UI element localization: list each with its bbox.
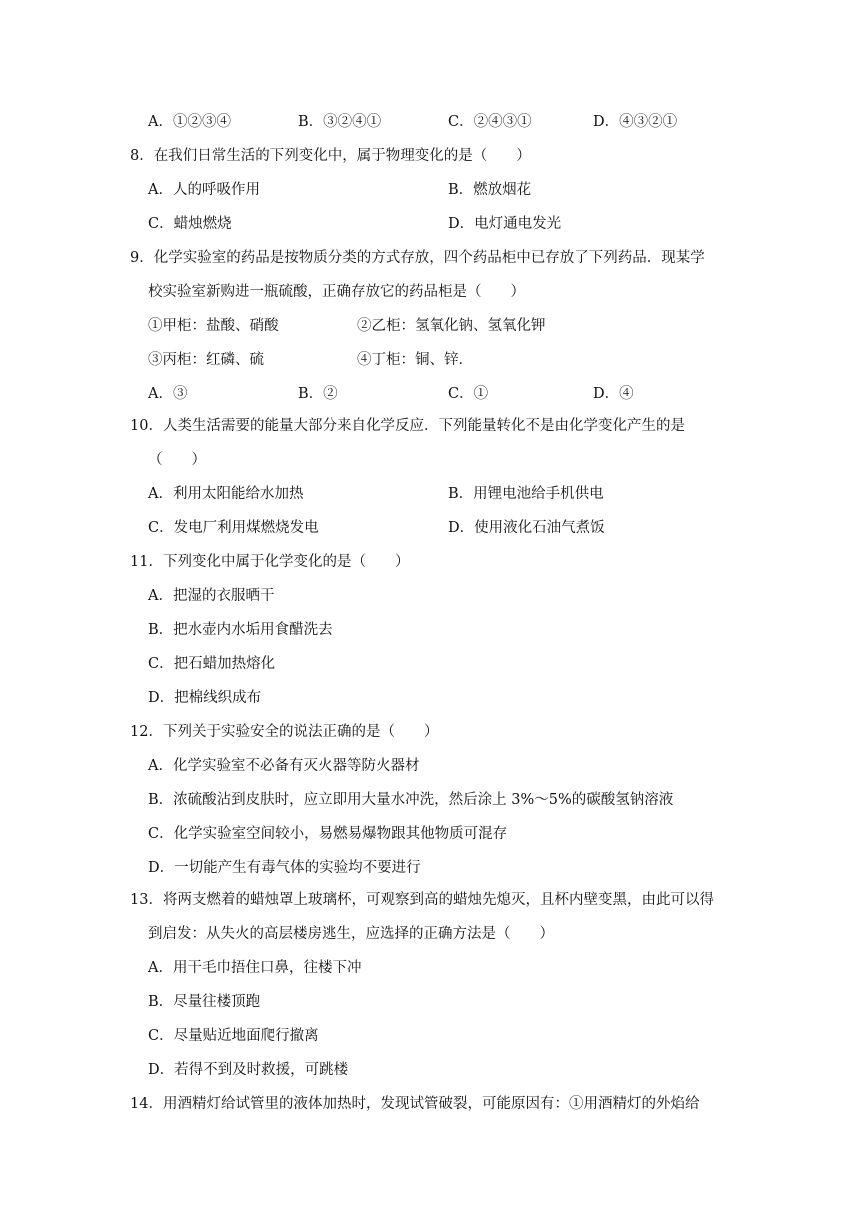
q11-option-d: D．把棉线织成布 (148, 690, 262, 706)
q9-cabinet-4: ④丁柜：铜、锌． (357, 352, 473, 368)
q13-stem-line1: 13．将两支燃着的蜡烛罩上玻璃杯，可观察到高的蜡烛先熄灭，且杯内壁变黑，由此可以得 (130, 892, 714, 908)
q10-option-d: D．使用液化石油气煮饭 (448, 520, 605, 536)
q12-option-c: C．化学实验室空间较小，易燃易爆物跟其他物质可混存 (148, 826, 508, 842)
q10-stem-line2: （ ） (148, 452, 206, 468)
q13-option-d: D．若得不到及时救援，可跳楼 (148, 1062, 349, 1078)
q8-option-d: D．电灯通电发光 (448, 216, 562, 232)
q13-stem-line2: 到启发：从失火的高层楼房逃生，应选择的正确方法是（ ） (148, 926, 554, 942)
q12-option-d: D．一切能产生有毒气体的实验均不要进行 (148, 860, 421, 876)
q13-option-a: A．用干毛巾捂住口鼻，往楼下冲 (148, 960, 362, 976)
q10-option-a: A．利用太阳能给水加热 (148, 486, 304, 502)
q9-stem-line1: 9．化学实验室的药品是按物质分类的方式存放，四个药品柜中已存放了下列药品．现某学 (130, 250, 705, 266)
q10-stem-line1: 10．人类生活需要的能量大部分来自化学反应．下列能量转化不是由化学变化产生的是 (130, 418, 685, 434)
q9-option-d: D．④ (593, 386, 634, 402)
q10-option-c: C．发电厂利用煤燃烧发电 (148, 520, 319, 536)
q8-option-c: C．蜡烛燃烧 (148, 216, 232, 232)
q13-option-b: B．尽量往楼顶跑 (148, 994, 261, 1010)
q11-option-a: A．把湿的衣服晒干 (148, 588, 275, 604)
q9-cabinet-1: ①甲柜：盐酸、硝酸 (148, 318, 279, 334)
q12-stem: 12．下列关于实验安全的说法正确的是（ ） (130, 724, 439, 740)
q7-option-d: D．④③②① (593, 114, 678, 130)
q9-option-a: A．③ (148, 386, 188, 402)
q14-stem-line1: 14．用酒精灯给试管里的液体加热时，发现试管破裂，可能原因有：①用酒精灯的外焰给 (130, 1096, 700, 1112)
q10-option-b: B．用锂电池给手机供电 (448, 486, 604, 502)
q7-option-b: B．③②④① (298, 114, 382, 130)
q7-option-a: A．①②③④ (148, 114, 231, 130)
q9-cabinet-2: ②乙柜：氢氧化钠、氢氧化钾 (357, 318, 546, 334)
q9-stem-line2: 校实验室新购进一瓶硫酸，正确存放它的药品柜是（ ） (148, 284, 525, 300)
q12-option-b: B．浓硫酸沾到皮肤时，应立即用大量水冲洗，然后涂上 3%～5%的碳酸氢钠溶液 (148, 792, 674, 808)
q9-option-c: C．① (448, 386, 489, 402)
q11-stem: 11．下列变化中属于化学变化的是（ ） (130, 554, 410, 570)
q7-option-c: C．②④③① (448, 114, 532, 130)
q9-cabinet-3: ③丙柜：红磷、硫 (148, 352, 264, 368)
q11-option-b: B．把水壶内水垢用食醋洗去 (148, 622, 333, 638)
q8-option-b: B．燃放烟花 (448, 182, 532, 198)
q13-option-c: C．尽量贴近地面爬行撤离 (148, 1028, 319, 1044)
q9-option-b: B．② (298, 386, 338, 402)
q12-option-a: A．化学实验室不必备有灭火器等防火器材 (148, 758, 420, 774)
q8-option-a: A．人的呼吸作用 (148, 182, 260, 198)
q11-option-c: C．把石蜡加热熔化 (148, 656, 276, 672)
q8-stem: 8．在我们日常生活的下列变化中，属于物理变化的是（ ） (130, 148, 531, 164)
